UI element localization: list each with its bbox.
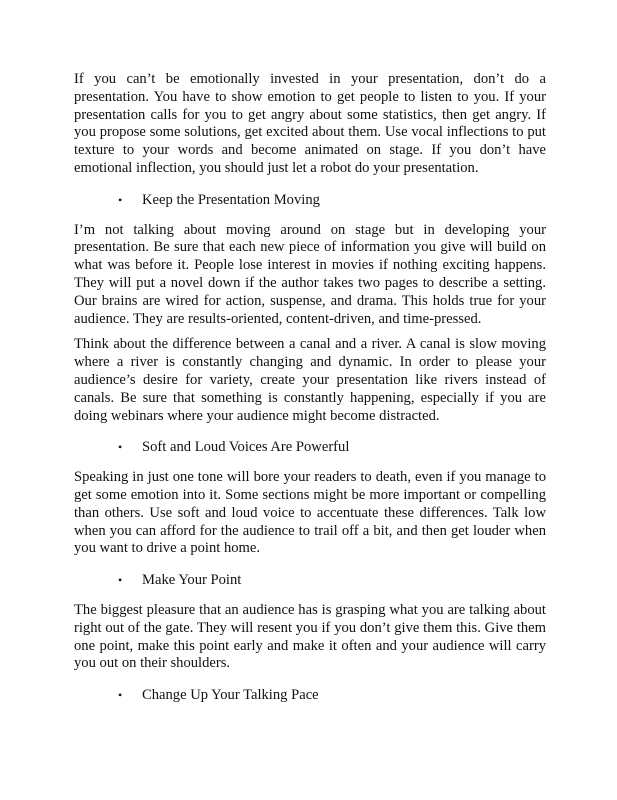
- paragraph-canal-river: Think about the difference between a canal and a river. A canal is slow moving where a river is constantly changing and dynamic. In order to please your audience’s desire for variety, create your presentation like rivers instead of canals. Be sure that something is constantly happening, especially if you are doing webinars where your audience might become distracted.: [74, 336, 546, 424]
- bullet-heading: Change Up Your Talking Pace: [142, 687, 319, 704]
- paragraph-tone: Speaking in just one tone will bore your readers to death, even if you manage to get some emotion into it. Some sections might be more important or compelling than others. Use soft and loud voice to accentuate these differences. Talk low when you can afford for the audience to trail off a bit, and then get louder when you want to drive a point home.: [74, 469, 546, 557]
- bullet-talking-pace: [74, 687, 546, 705]
- bullet-keep-moving: [74, 192, 546, 210]
- bullet-soft-loud: [74, 439, 546, 457]
- document-body: [74, 71, 546, 705]
- bullet-heading: Soft and Loud Voices Are Powerful: [142, 439, 350, 456]
- paragraph-pleasure: The biggest pleasure that an audience has is grasping what you are talking about right out of the gate. They will resent you if you don’t give them this. Give them one point, make this point early and make it often and your audience will carry you out on their shoulders.: [74, 601, 546, 672]
- bullet-heading: Make Your Point: [142, 572, 242, 589]
- bullet-marker: •: [118, 688, 123, 703]
- paragraph-emotion: If you can’t be emotionally invested in your presentation, don’t do a presentation. You have to show emotion to get people to listen to you. If your presentation calls for you to get angry about some statistics, then get angry. If you propose some solutions, get excited about them. Use vocal inflections to put texture to your words and become animated on stage. If you don’t have emotional inflection, you should just let a robot do your presentation.: [74, 71, 546, 176]
- paragraph-moving: I’m not talking about moving around on stage but in developing your presentation. Be sure that each new piece of information you give will build on what was before it. People lose interest in movies if nothing exciting happens. They will put a novel down if the author takes two pages to describe a setting. Our brains are wired for action, suspense, and drama. This holds true for your audience. They are results-oriented, content-driven, and time-pressed.: [74, 221, 546, 327]
- bullet-make-point: [74, 572, 546, 590]
- bullet-marker: •: [118, 440, 123, 455]
- bullet-marker: •: [118, 192, 123, 207]
- bullet-heading: Keep the Presentation Moving: [142, 191, 320, 208]
- bullet-marker: •: [118, 573, 123, 588]
